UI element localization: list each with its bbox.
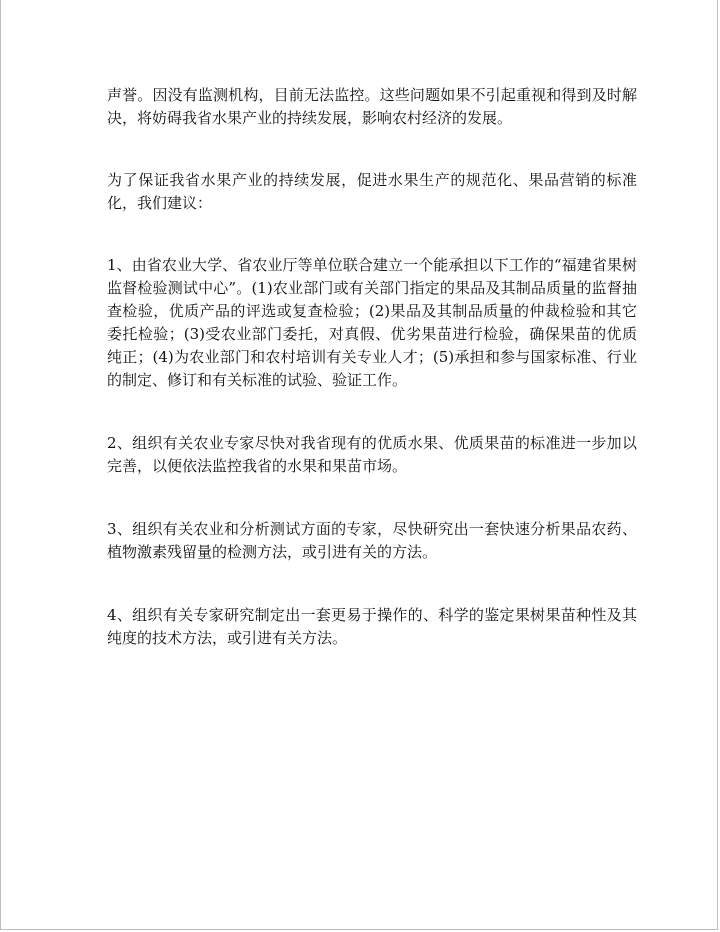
paragraph-proposal-lead: 为了保证我省水果产业的持续发展，促进水果生产的规范化、果品营销的标准化，我们建议： <box>107 171 637 212</box>
paragraph-suggestion-1: 1、由省农业大学、省农业厅等单位联合建立一个能承担以下工作的“福建省果树监督检验测试中心”。(1)农业部门或有关部门指定的果品及其制品质量的监督抽查检验，优质产品的评选或复查检验；(2)果品及其制品质量的仲裁检验和其它委托检验；(3)受农业部门委托，对真假、优劣果苗进行检验，确保果苗的优质纯正；(4)为农业部门和农村培训有关专业人才；(5)承担和参与国家标准、行业的制定、修订和有关标准的试验、验证工作。 <box>107 256 637 389</box>
paragraph-suggestion-4: 4、组织有关专家研究制定出一套更易于操作的、科学的鉴定果树果苗种性及其纯度的技术方法，或引进有关方法。 <box>107 606 637 647</box>
paragraph-suggestion-3: 3、组织有关农业和分析测试方面的专家，尽快研究出一套快速分析果品农药、植物激素残留量的检测方法，或引进有关的方法。 <box>107 520 637 561</box>
document-body <box>107 84 637 650</box>
paragraph-suggestion-2: 2、组织有关农业专家尽快对我省现有的优质水果、优质果苗的标准进一步加以完善，以便依法监控我省的水果和果苗市场。 <box>107 434 637 475</box>
paragraph-intro-continuation: 声誉。因没有监测机构，目前无法监控。这些问题如果不引起重视和得到及时解决，将妨碍我省水果产业的持续发展，影响农村经济的发展。 <box>107 86 637 127</box>
